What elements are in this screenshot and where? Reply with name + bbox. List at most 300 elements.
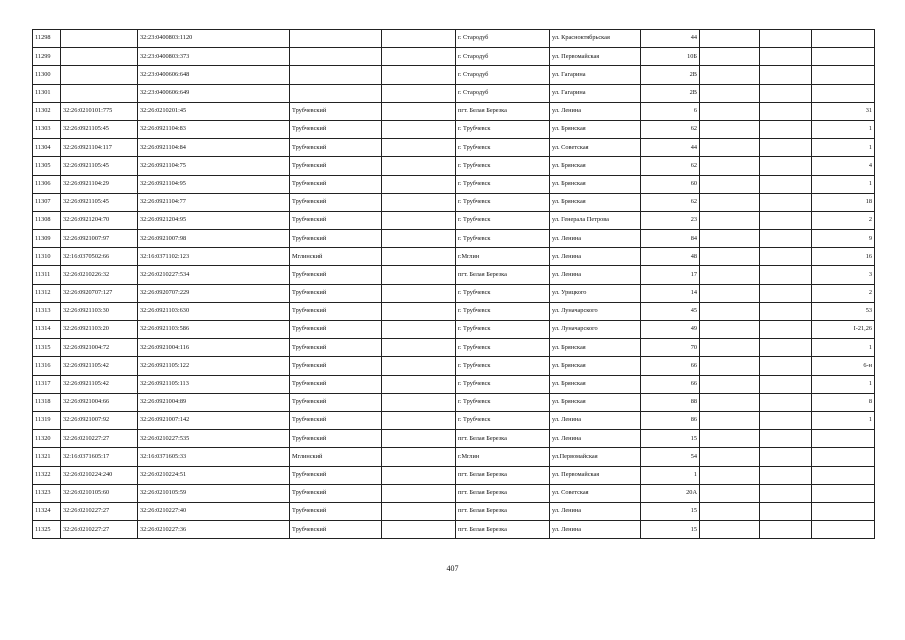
cell-house-number: 66	[641, 375, 700, 393]
cell-locality: г. Трубчевск	[456, 393, 550, 411]
cell-blank-1	[700, 211, 760, 229]
cell-blank-1	[700, 157, 760, 175]
cell-locality: пгт. Белая Березка	[456, 466, 550, 484]
table-row	[33, 448, 875, 466]
cell-blank-2	[760, 284, 812, 302]
cell-locality: пгт. Белая Березка	[456, 521, 550, 539]
cell-street: ул. Первомайская	[550, 48, 641, 66]
table-row	[33, 393, 875, 411]
cell-cadastral-number-parcel: 32:26:0921105:45	[61, 157, 138, 175]
register-table	[32, 29, 875, 539]
cell-record-number: 11320	[33, 430, 61, 448]
cell-cadastral-number-parcel: 32:16:0371605:17	[61, 448, 138, 466]
cell-cadastral-number-parcel: 32:26:0921007:97	[61, 230, 138, 248]
table-row	[33, 248, 875, 266]
cell-cadastral-number-parcel: 32:26:0921105:45	[61, 120, 138, 138]
cell-cadastral-number-parcel: 32:26:0921007:92	[61, 411, 138, 429]
cell-cadastral-number-object: 32:23:0400803:373	[138, 48, 290, 66]
cell-locality: пгт. Белая Березка	[456, 502, 550, 520]
cell-apartment-number: 8	[812, 393, 875, 411]
table-row	[33, 120, 875, 138]
cell-settlement-blank	[382, 248, 456, 266]
cell-apartment-number	[812, 448, 875, 466]
cell-settlement-blank	[382, 102, 456, 120]
cell-settlement-blank	[382, 30, 456, 48]
cell-apartment-number: 2	[812, 284, 875, 302]
cell-district: Трубчевский	[290, 302, 382, 320]
cell-street: ул. Брянская	[550, 120, 641, 138]
cell-blank-1	[700, 411, 760, 429]
table-row	[33, 321, 875, 339]
cell-house-number: 23	[641, 211, 700, 229]
cell-apartment-number: 1	[812, 411, 875, 429]
cell-cadastral-number-parcel	[61, 84, 138, 102]
cell-blank-2	[760, 30, 812, 48]
cell-locality: г. Трубчевск	[456, 321, 550, 339]
cell-settlement-blank	[382, 466, 456, 484]
cell-street: ул. Ленина	[550, 411, 641, 429]
cell-cadastral-number-object: 32:26:0921204:95	[138, 211, 290, 229]
cell-street: ул. Советская	[550, 484, 641, 502]
cell-street: ул. Урицкого	[550, 284, 641, 302]
cell-apartment-number: 2	[812, 211, 875, 229]
table-row	[33, 266, 875, 284]
cell-street: ул. Советская	[550, 139, 641, 157]
cell-cadastral-number-object: 32:26:0921105:113	[138, 375, 290, 393]
cell-street: ул. Брянская	[550, 157, 641, 175]
cell-street: ул. Ленина	[550, 266, 641, 284]
cell-cadastral-number-object: 32:26:0921103:586	[138, 321, 290, 339]
cell-apartment-number: 3	[812, 266, 875, 284]
cell-blank-1	[700, 357, 760, 375]
cell-house-number: 54	[641, 448, 700, 466]
cell-apartment-number	[812, 48, 875, 66]
cell-house-number: 84	[641, 230, 700, 248]
cell-locality: г. Стародуб	[456, 66, 550, 84]
cell-locality: г. Трубчевск	[456, 357, 550, 375]
cell-record-number: 11307	[33, 193, 61, 211]
cell-apartment-number: 1	[812, 175, 875, 193]
cell-locality: г.Мглин	[456, 448, 550, 466]
cell-locality: г.Мглин	[456, 248, 550, 266]
cell-house-number: 15	[641, 521, 700, 539]
cell-settlement-blank	[382, 139, 456, 157]
cell-cadastral-number-object: 32:26:0921104:84	[138, 139, 290, 157]
cell-house-number: 2В	[641, 66, 700, 84]
cell-cadastral-number-parcel	[61, 66, 138, 84]
cell-district: Трубчевский	[290, 502, 382, 520]
cell-settlement-blank	[382, 120, 456, 138]
cell-district: Трубчевский	[290, 175, 382, 193]
cell-record-number: 11298	[33, 30, 61, 48]
cell-cadastral-number-object: 32:26:0210227:534	[138, 266, 290, 284]
cell-record-number: 11321	[33, 448, 61, 466]
cell-blank-1	[700, 120, 760, 138]
cell-blank-1	[700, 448, 760, 466]
cell-district	[290, 30, 382, 48]
cell-blank-2	[760, 302, 812, 320]
cell-house-number: 15	[641, 502, 700, 520]
table-row	[33, 339, 875, 357]
cell-district: Трубчевский	[290, 393, 382, 411]
cell-district: Трубчевский	[290, 375, 382, 393]
cell-locality: г. Трубчевск	[456, 411, 550, 429]
cell-cadastral-number-object: 32:26:0210227:535	[138, 430, 290, 448]
cell-record-number: 11318	[33, 393, 61, 411]
cell-cadastral-number-object: 32:26:0210227:40	[138, 502, 290, 520]
cell-blank-1	[700, 466, 760, 484]
cell-apartment-number: 1	[812, 139, 875, 157]
cell-settlement-blank	[382, 48, 456, 66]
cell-cadastral-number-parcel: 32:26:0921004:72	[61, 339, 138, 357]
cell-street: ул. Ленина	[550, 230, 641, 248]
cell-street: ул. Гагарина	[550, 84, 641, 102]
cell-district: Трубчевский	[290, 484, 382, 502]
cell-district: Трубчевский	[290, 120, 382, 138]
cell-blank-1	[700, 393, 760, 411]
cell-street: ул. Брянская	[550, 339, 641, 357]
cell-district: Трубчевский	[290, 102, 382, 120]
cell-settlement-blank	[382, 284, 456, 302]
cell-record-number: 11301	[33, 84, 61, 102]
cell-record-number: 11314	[33, 321, 61, 339]
cell-settlement-blank	[382, 430, 456, 448]
cell-house-number: 20А	[641, 484, 700, 502]
cell-blank-1	[700, 521, 760, 539]
cell-record-number: 11313	[33, 302, 61, 320]
cell-record-number: 11306	[33, 175, 61, 193]
cell-cadastral-number-object: 32:26:0210201:45	[138, 102, 290, 120]
cell-apartment-number: 1	[812, 339, 875, 357]
cell-settlement-blank	[382, 157, 456, 175]
cell-house-number: 49	[641, 321, 700, 339]
cell-house-number: 2В	[641, 84, 700, 102]
cell-blank-2	[760, 157, 812, 175]
cell-blank-1	[700, 48, 760, 66]
cell-record-number: 11299	[33, 48, 61, 66]
cell-record-number: 11303	[33, 120, 61, 138]
table-row	[33, 102, 875, 120]
cell-street: ул. Гагарина	[550, 66, 641, 84]
cell-district: Трубчевский	[290, 430, 382, 448]
cell-blank-2	[760, 139, 812, 157]
cell-blank-1	[700, 430, 760, 448]
cell-settlement-blank	[382, 211, 456, 229]
cell-record-number: 11304	[33, 139, 61, 157]
cell-house-number: 44	[641, 139, 700, 157]
cell-cadastral-number-parcel: 32:26:0210101:775	[61, 102, 138, 120]
table-row	[33, 193, 875, 211]
cell-blank-1	[700, 321, 760, 339]
cell-cadastral-number-object: 32:26:0920707:229	[138, 284, 290, 302]
cell-cadastral-number-parcel: 32:26:0921104:117	[61, 139, 138, 157]
cell-apartment-number	[812, 84, 875, 102]
cell-record-number: 11308	[33, 211, 61, 229]
cell-cadastral-number-parcel: 32:26:0921103:20	[61, 321, 138, 339]
cell-blank-1	[700, 30, 760, 48]
cell-street: ул. Брянская	[550, 193, 641, 211]
cell-house-number: 88	[641, 393, 700, 411]
cell-locality: г. Трубчевск	[456, 375, 550, 393]
cell-cadastral-number-object: 32:26:0210224:51	[138, 466, 290, 484]
cell-settlement-blank	[382, 411, 456, 429]
cell-cadastral-number-object: 32:26:0921104:95	[138, 175, 290, 193]
cell-blank-1	[700, 284, 760, 302]
cell-apartment-number	[812, 484, 875, 502]
cell-blank-2	[760, 266, 812, 284]
cell-apartment-number: 1	[812, 375, 875, 393]
cell-cadastral-number-object: 32:26:0921007:142	[138, 411, 290, 429]
table-row	[33, 375, 875, 393]
cell-record-number: 11310	[33, 248, 61, 266]
cell-locality: пгт. Белая Березка	[456, 102, 550, 120]
table-row	[33, 357, 875, 375]
cell-street: ул. Луначарского	[550, 321, 641, 339]
cell-apartment-number: 1	[812, 120, 875, 138]
table-row	[33, 48, 875, 66]
cell-settlement-blank	[382, 521, 456, 539]
cell-district: Трубчевский	[290, 284, 382, 302]
cell-blank-1	[700, 66, 760, 84]
cell-apartment-number: 6-н	[812, 357, 875, 375]
cell-apartment-number	[812, 66, 875, 84]
cell-cadastral-number-object: 32:16:0371102:123	[138, 248, 290, 266]
table-row	[33, 211, 875, 229]
cell-house-number: 66	[641, 357, 700, 375]
cell-record-number: 11305	[33, 157, 61, 175]
cell-record-number: 11317	[33, 375, 61, 393]
register-table-body	[33, 30, 875, 539]
cell-apartment-number	[812, 30, 875, 48]
cell-cadastral-number-parcel: 32:26:0210105:60	[61, 484, 138, 502]
cell-settlement-blank	[382, 375, 456, 393]
table-row	[33, 157, 875, 175]
cell-locality: г. Трубчевск	[456, 175, 550, 193]
cell-blank-2	[760, 48, 812, 66]
cell-house-number: 1	[641, 466, 700, 484]
table-row	[33, 411, 875, 429]
cell-cadastral-number-parcel: 32:26:0210227:27	[61, 430, 138, 448]
cell-district	[290, 84, 382, 102]
cell-cadastral-number-parcel: 32:26:0921104:29	[61, 175, 138, 193]
cell-apartment-number	[812, 430, 875, 448]
cell-cadastral-number-object: 32:26:0921004:116	[138, 339, 290, 357]
cell-street: ул. Красноктябрьская	[550, 30, 641, 48]
cell-cadastral-number-parcel: 32:26:0210224:240	[61, 466, 138, 484]
cell-cadastral-number-parcel: 32:16:0370502:66	[61, 248, 138, 266]
cell-district: Мглинский	[290, 248, 382, 266]
cell-locality: г. Трубчевск	[456, 193, 550, 211]
cell-blank-2	[760, 357, 812, 375]
cell-cadastral-number-parcel: 32:26:0921204:70	[61, 211, 138, 229]
cell-locality: г. Трубчевск	[456, 230, 550, 248]
cell-blank-1	[700, 248, 760, 266]
cell-settlement-blank	[382, 193, 456, 211]
cell-cadastral-number-object: 32:26:0921104:75	[138, 157, 290, 175]
cell-record-number: 11315	[33, 339, 61, 357]
cell-locality: г. Трубчевск	[456, 157, 550, 175]
cell-cadastral-number-parcel: 32:26:0921105:45	[61, 193, 138, 211]
cell-blank-2	[760, 120, 812, 138]
cell-locality: г. Трубчевск	[456, 339, 550, 357]
table-row	[33, 466, 875, 484]
cell-house-number: 70	[641, 339, 700, 357]
cell-street: ул. Луначарского	[550, 302, 641, 320]
page-number: 407	[446, 564, 459, 573]
cell-district	[290, 48, 382, 66]
cell-blank-1	[700, 175, 760, 193]
cell-cadastral-number-object: 32:26:0210227:36	[138, 521, 290, 539]
cell-blank-1	[700, 502, 760, 520]
cell-blank-2	[760, 339, 812, 357]
cell-blank-1	[700, 339, 760, 357]
cell-blank-2	[760, 321, 812, 339]
cell-blank-1	[700, 375, 760, 393]
cell-blank-1	[700, 139, 760, 157]
cell-blank-1	[700, 484, 760, 502]
cell-locality: г. Трубчевск	[456, 211, 550, 229]
cell-blank-2	[760, 484, 812, 502]
cell-house-number: 6	[641, 102, 700, 120]
cell-blank-2	[760, 175, 812, 193]
cell-district: Трубчевский	[290, 193, 382, 211]
cell-settlement-blank	[382, 66, 456, 84]
cell-record-number: 11324	[33, 502, 61, 520]
cell-blank-1	[700, 193, 760, 211]
cell-street: ул.Первомайская	[550, 448, 641, 466]
cell-district: Трубчевский	[290, 411, 382, 429]
cell-blank-1	[700, 84, 760, 102]
cell-cadastral-number-parcel: 32:26:0920707:127	[61, 284, 138, 302]
cell-locality: пгт. Белая Березка	[456, 430, 550, 448]
cell-blank-2	[760, 430, 812, 448]
cell-house-number: 10Б	[641, 48, 700, 66]
cell-locality: г. Стародуб	[456, 84, 550, 102]
cell-street: ул. Брянская	[550, 393, 641, 411]
cell-street: ул. Брянская	[550, 175, 641, 193]
cell-cadastral-number-object: 32:26:0210105:59	[138, 484, 290, 502]
cell-settlement-blank	[382, 393, 456, 411]
cell-district: Трубчевский	[290, 230, 382, 248]
cell-district: Трубчевский	[290, 157, 382, 175]
cell-settlement-blank	[382, 321, 456, 339]
cell-street: ул. Ленина	[550, 521, 641, 539]
cell-house-number: 62	[641, 193, 700, 211]
cell-district: Трубчевский	[290, 321, 382, 339]
cell-settlement-blank	[382, 484, 456, 502]
cell-street: ул. Брянская	[550, 375, 641, 393]
cell-record-number: 11325	[33, 521, 61, 539]
cell-district: Трубчевский	[290, 521, 382, 539]
cell-blank-2	[760, 411, 812, 429]
cell-cadastral-number-object: 32:23:0400606:649	[138, 84, 290, 102]
cell-blank-2	[760, 84, 812, 102]
cell-settlement-blank	[382, 266, 456, 284]
cell-cadastral-number-parcel: 32:26:0921004:66	[61, 393, 138, 411]
cell-settlement-blank	[382, 302, 456, 320]
cell-cadastral-number-object: 32:26:0921103:630	[138, 302, 290, 320]
cell-apartment-number: 9	[812, 230, 875, 248]
cell-house-number: 17	[641, 266, 700, 284]
cell-settlement-blank	[382, 230, 456, 248]
cell-record-number: 11322	[33, 466, 61, 484]
table-row	[33, 502, 875, 520]
cell-cadastral-number-parcel: 32:26:0210227:27	[61, 502, 138, 520]
cell-district	[290, 66, 382, 84]
cell-blank-2	[760, 521, 812, 539]
table-row	[33, 484, 875, 502]
cell-street: ул. Генерала Петрова	[550, 211, 641, 229]
cell-cadastral-number-parcel: 32:26:0921105:42	[61, 375, 138, 393]
cell-district: Трубчевский	[290, 466, 382, 484]
cell-street: ул. Ленина	[550, 102, 641, 120]
cell-apartment-number	[812, 466, 875, 484]
cell-blank-1	[700, 102, 760, 120]
cell-cadastral-number-object: 32:26:0921007:98	[138, 230, 290, 248]
cell-blank-1	[700, 266, 760, 284]
table-row	[33, 139, 875, 157]
cell-blank-2	[760, 102, 812, 120]
table-row	[33, 284, 875, 302]
cell-district: Трубчевский	[290, 339, 382, 357]
cell-record-number: 11302	[33, 102, 61, 120]
cell-blank-2	[760, 375, 812, 393]
cell-record-number: 11312	[33, 284, 61, 302]
cell-cadastral-number-parcel: 32:26:0921105:42	[61, 357, 138, 375]
table-row	[33, 430, 875, 448]
cell-cadastral-number-object: 32:26:0921004:89	[138, 393, 290, 411]
cell-house-number: 14	[641, 284, 700, 302]
cell-blank-1	[700, 302, 760, 320]
cell-record-number: 11300	[33, 66, 61, 84]
cell-blank-2	[760, 448, 812, 466]
cell-settlement-blank	[382, 84, 456, 102]
cell-house-number: 48	[641, 248, 700, 266]
cell-apartment-number	[812, 502, 875, 520]
cell-apartment-number: I-21,26	[812, 321, 875, 339]
cell-house-number: 15	[641, 430, 700, 448]
cell-cadastral-number-parcel	[61, 48, 138, 66]
cell-cadastral-number-object: 32:23:0400803:1120	[138, 30, 290, 48]
table-row	[33, 230, 875, 248]
cell-street: ул. Ленина	[550, 502, 641, 520]
cell-house-number: 62	[641, 120, 700, 138]
cell-apartment-number: 16	[812, 248, 875, 266]
cell-locality: г. Трубчевск	[456, 284, 550, 302]
cell-record-number: 11316	[33, 357, 61, 375]
table-row	[33, 175, 875, 193]
cell-settlement-blank	[382, 448, 456, 466]
cell-district: Трубчевский	[290, 357, 382, 375]
cell-district: Трубчевский	[290, 266, 382, 284]
cell-house-number: 45	[641, 302, 700, 320]
cell-cadastral-number-object: 32:26:0921105:122	[138, 357, 290, 375]
cell-locality: г. Трубчевск	[456, 120, 550, 138]
cell-blank-2	[760, 393, 812, 411]
cell-record-number: 11319	[33, 411, 61, 429]
cell-cadastral-number-parcel: 32:26:0210226:32	[61, 266, 138, 284]
cell-cadastral-number-parcel	[61, 30, 138, 48]
cell-apartment-number: 53	[812, 302, 875, 320]
cell-house-number: 86	[641, 411, 700, 429]
cell-district: Мглинский	[290, 448, 382, 466]
cell-record-number: 11323	[33, 484, 61, 502]
cell-street: ул. Первомайская	[550, 466, 641, 484]
cell-apartment-number	[812, 521, 875, 539]
table-row	[33, 302, 875, 320]
cell-blank-2	[760, 193, 812, 211]
cell-locality: пгт. Белая Березка	[456, 484, 550, 502]
